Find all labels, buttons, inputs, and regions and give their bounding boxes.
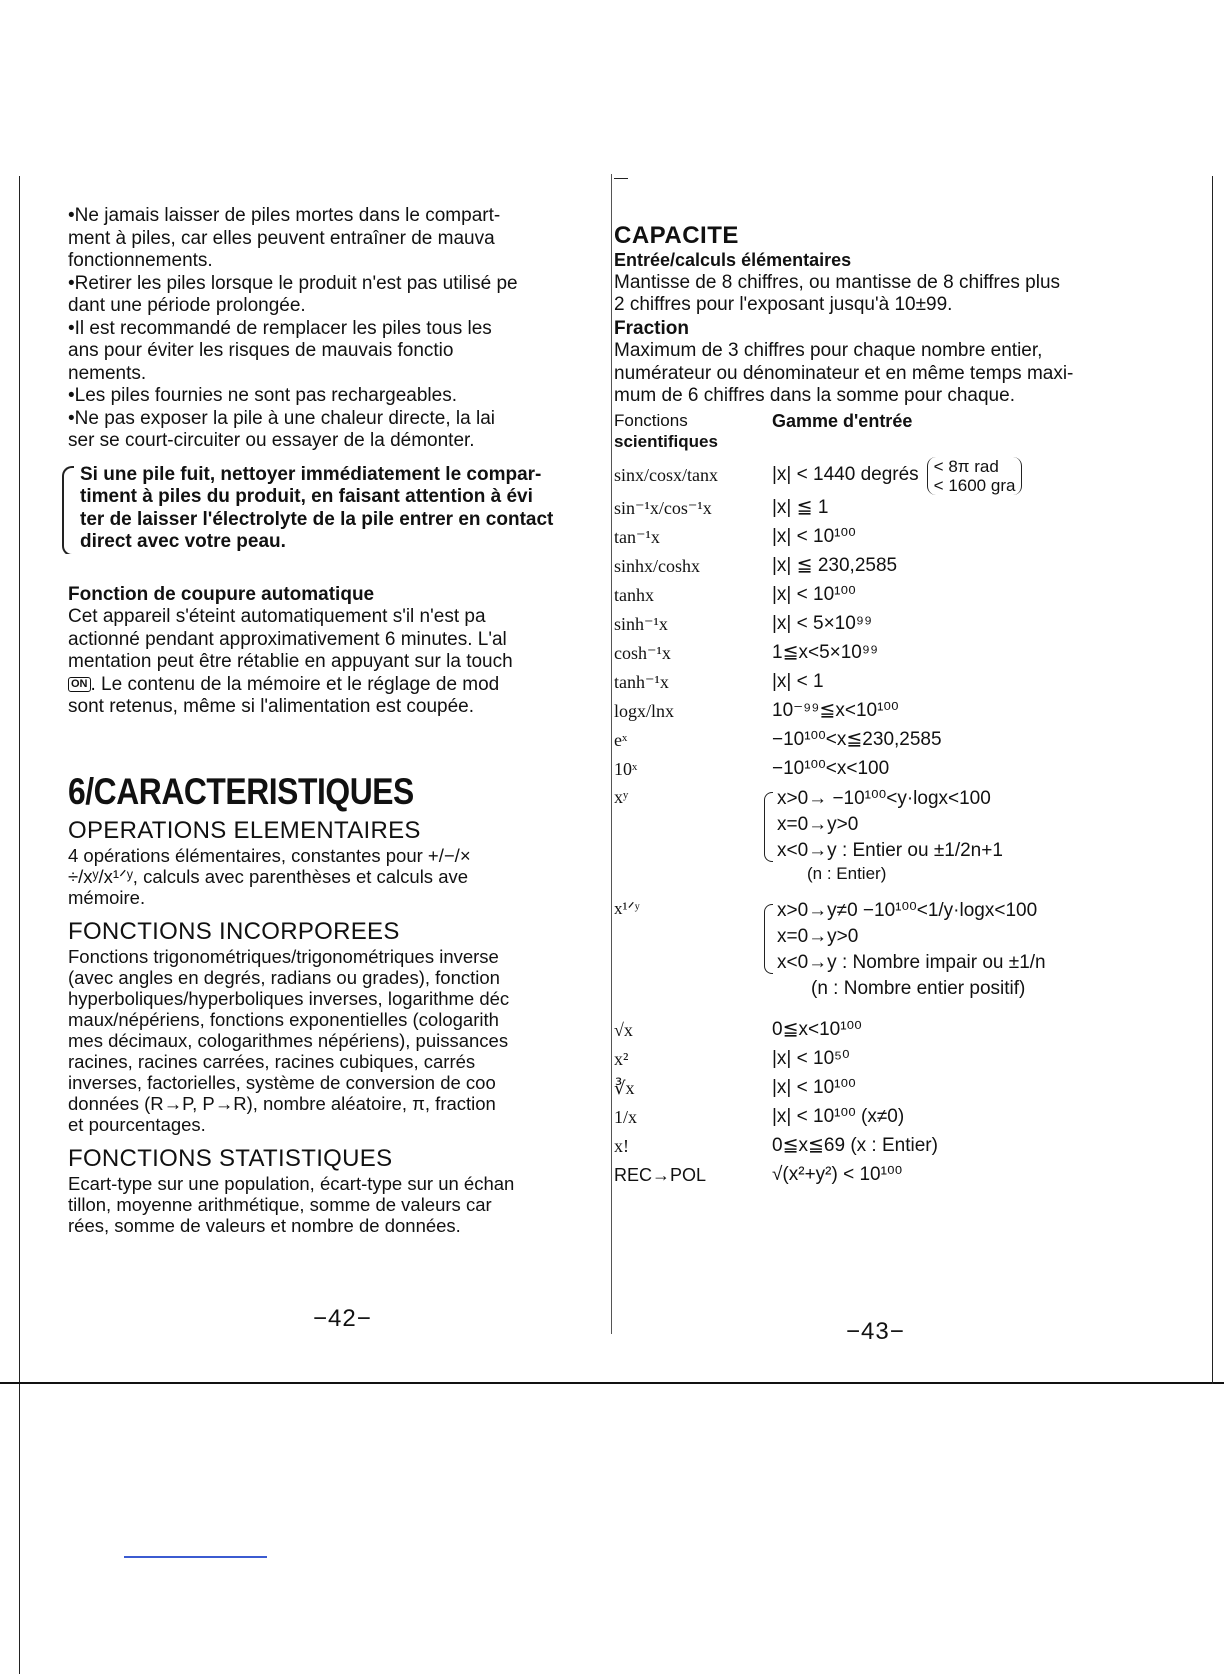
blue-underline-mark	[124, 1556, 267, 1558]
auto-off-line-4	[68, 674, 616, 697]
on-key-icon: ON	[68, 677, 91, 692]
section-operations	[68, 817, 616, 908]
section-statistics-line-3: rées, somme de valeurs et nombre de données.	[68, 1215, 461, 1236]
right-margin-line	[1212, 176, 1213, 1384]
table-row	[614, 726, 1174, 755]
row-fn: sinhx/coshx	[614, 555, 701, 576]
row-range: 10⁻⁹⁹≦x<10¹⁰⁰	[772, 699, 899, 721]
row-fn: eˣ	[614, 729, 628, 750]
row-fn: logx/lnx	[614, 700, 675, 721]
row-fn: sinh⁻¹x	[614, 613, 668, 634]
section-statistics-line-1: Ecart-type sur une population, écart-type sur un échan	[68, 1173, 515, 1194]
table-header-fn-line-1: Fonctions	[614, 410, 688, 430]
table-row	[614, 1016, 1174, 1045]
table-row	[614, 581, 1174, 610]
bullet-3-line-1: •Il est recommandé de remplacer les piles tous les	[68, 317, 492, 339]
page-number-42: −42−	[313, 1305, 372, 1332]
bullet-5	[68, 408, 616, 453]
bullet-3-line-3: nements.	[68, 362, 147, 384]
power-fn: xʸ	[614, 786, 629, 807]
row-fn: tanhx	[614, 584, 654, 605]
row-range: |x| < 10¹⁰⁰	[772, 583, 856, 605]
row-fn: x²	[614, 1048, 629, 1069]
row-range: −10¹⁰⁰<x<100	[772, 757, 890, 779]
page-number-43: −43−	[846, 1318, 905, 1345]
row-range: −10¹⁰⁰<x≦230,2585	[772, 728, 942, 750]
table-header-range: Gamme d'entrée	[772, 410, 913, 431]
table-row	[614, 1045, 1174, 1074]
row-range: |x| < 10¹⁰⁰ (x≠0)	[772, 1105, 905, 1127]
row-range: |x| < 10⁵⁰	[772, 1047, 850, 1069]
bullet-2-line-2: dant une période prolongée.	[68, 295, 306, 316]
warning-brace	[62, 466, 74, 554]
entree-line-2: 2 chiffres pour l'exposant jusqu'à 10±99.	[614, 294, 953, 315]
table-row	[614, 668, 1174, 697]
row-fn: tan⁻¹x	[614, 526, 660, 547]
capacity-title: CAPACITE	[614, 222, 739, 249]
fraction-line-2: numérateur ou dénominateur et en même temps maxi-	[614, 362, 1074, 384]
warning-line-2: timent à piles du produit, en faisant attention à évi	[80, 486, 533, 507]
warning-line-1: Si une pile fuit, nettoyer immédiatement le compar-	[80, 463, 542, 485]
root-cond-1: x>0→y≠0 −10¹⁰⁰<1/y·logx<100	[777, 899, 1038, 921]
table-row	[614, 610, 1174, 639]
table-header-fn-line-2: scientifiques	[614, 431, 718, 451]
row-fn: sinx/cosx/tanx	[614, 465, 718, 486]
power-conditions	[773, 786, 1003, 892]
auto-off-line-2: actionné pendant approximativement 6 minutes. L'al	[68, 628, 507, 650]
table-header-fn	[614, 410, 772, 452]
bullet-2-line-1: •Retirer les piles lorsque le produit n'est pas utilisé pe	[68, 272, 518, 294]
table-row	[614, 1161, 1174, 1190]
power-cond-1: x>0→ −10¹⁰⁰<y·logx<100	[777, 787, 991, 809]
bullet-1-line-2: ment à piles, car elles peuvent entraîner de mauva	[68, 227, 495, 249]
root-conditions	[773, 898, 1046, 1016]
row-fn: 10ˣ	[614, 758, 638, 779]
table-header	[614, 410, 1174, 452]
chapter-title: 6/CARACTERISTIQUES	[68, 770, 414, 812]
section-statistics-title: FONCTIONS STATISTIQUES	[68, 1145, 393, 1172]
entree-title: Entrée/calculs élémentaires	[614, 250, 852, 270]
section-statistics	[68, 1145, 616, 1236]
row-range: |x| ≦ 230,2585	[772, 554, 898, 576]
row-fn: 1/x	[614, 1106, 638, 1127]
trig-extra-brace	[927, 457, 1023, 495]
page-bottom-rule	[0, 1382, 1224, 1384]
section-builtin-line-8: données (R→P, P→R), nombre aléatoire, π, fraction	[68, 1093, 496, 1114]
bullet-3	[68, 318, 616, 386]
auto-off-line-4-text: . Le contenu de la mémoire et le réglage de mod	[90, 673, 500, 695]
section-operations-title: OPERATIONS ELEMENTAIRES	[68, 817, 421, 844]
row-range: √(x²+y²) < 10¹⁰⁰	[772, 1163, 903, 1185]
row-range: |x| < 1440 degrés	[772, 464, 919, 486]
power-cond-3: x<0→y : Entier ou ±1/2n+1	[777, 839, 1003, 861]
auto-off-title: Fonction de coupure automatique	[68, 583, 375, 605]
auto-off-line-3: mentation peut être rétablie en appuyant sur la touch	[68, 651, 513, 672]
bullet-5-line-1: •Ne pas exposer la pile à une chaleur directe, la lai	[68, 407, 496, 429]
table-row	[614, 1074, 1174, 1103]
section-operations-line-3: mémoire.	[68, 887, 146, 908]
row-range: 1≦x<5×10⁹⁹	[772, 641, 879, 663]
section-builtin-line-3: hyperboliques/hyperboliques inverses, logarithme déc	[68, 988, 510, 1009]
table-row	[614, 1132, 1174, 1161]
row-range: |x| < 10¹⁰⁰	[772, 1076, 856, 1098]
bullet-3-line-2: ans pour éviter les risques de mauvais fonctio	[68, 340, 454, 361]
power-brace	[764, 792, 773, 862]
warning-line-3: ter de laisser l'électrolyte de la pile entrer en contact	[80, 508, 554, 530]
warning-line-4: direct avec votre peau.	[80, 531, 286, 552]
auto-off-line-5: sont retenus, même si l'alimentation est coupée.	[68, 696, 475, 717]
row-range: 0≦x<10¹⁰⁰	[772, 1018, 862, 1040]
bullet-1-line-1: •Ne jamais laisser de piles mortes dans le compart-	[68, 205, 501, 226]
function-table	[614, 458, 1174, 1190]
power-block	[614, 786, 1174, 892]
right-page-43	[614, 223, 1174, 1190]
power-cond-4: (n : Entier)	[807, 863, 887, 883]
row-range: |x| < 1	[772, 670, 824, 692]
entree-line-1: Mantisse de 8 chiffres, ou mantisse de 8 chiffres plus	[614, 271, 1061, 293]
section-statistics-line-2: tillon, moyenne arithmétique, somme de valeurs car	[68, 1194, 492, 1215]
root-fn: x¹ᐟʸ	[614, 898, 640, 918]
table-row	[614, 552, 1174, 581]
row-fn: REC→POL	[614, 1164, 707, 1185]
table-row	[614, 523, 1174, 552]
row-range: |x| ≦ 1	[772, 496, 829, 518]
trig-extra-rad: < 8π rad	[933, 456, 999, 476]
bullet-4-line-1: •Les piles fournies ne sont pas rechargeables.	[68, 385, 457, 406]
section-builtin-line-5: mes décimaux, cologarithmes népériens), puissances	[68, 1030, 509, 1051]
power-cond-2: x=0→y>0	[777, 813, 859, 835]
fraction-line-1: Maximum de 3 chiffres pour chaque nombre entier,	[614, 340, 1043, 361]
auto-off-body	[68, 606, 616, 719]
section-builtin-line-1: Fonctions trigonométriques/trigonométriques inverse	[68, 946, 499, 967]
battery-bullets	[68, 205, 616, 453]
section-builtin	[68, 918, 616, 1135]
row-fn: x!	[614, 1135, 629, 1156]
row-range: |x| < 5×10⁹⁹	[772, 612, 873, 634]
table-row	[614, 458, 1174, 494]
section-builtin-title: FONCTIONS INCORPOREES	[68, 918, 400, 945]
table-row	[614, 1103, 1174, 1132]
section-operations-line-1: 4 opérations élémentaires, constantes pour +/−/×	[68, 845, 471, 866]
bullet-1-line-3: fonctionnements.	[68, 250, 213, 271]
table-row	[614, 639, 1174, 668]
bullet-2	[68, 273, 616, 318]
root-cond-4: (n : Nombre entier positif)	[811, 977, 1026, 999]
row-range: |x| < 10¹⁰⁰	[772, 525, 856, 547]
bullet-1	[68, 205, 616, 273]
fraction-line-3: mum de 6 chiffres dans la somme pour chaque.	[614, 385, 1015, 406]
section-builtin-line-9: et pourcentages.	[68, 1114, 206, 1135]
row-fn: tanh⁻¹x	[614, 671, 669, 692]
table-row	[614, 697, 1174, 726]
root-cond-3: x<0→y : Nombre impair ou ±1/n	[777, 951, 1046, 973]
section-builtin-line-2: (avec angles en degrés, radians ou grades), fonction	[68, 967, 500, 988]
root-cond-2: x=0→y>0	[777, 925, 859, 947]
section-builtin-line-7: inverses, factorielles, système de conversion de coo	[68, 1072, 496, 1093]
row-fn: cosh⁻¹x	[614, 642, 671, 663]
fraction-title: Fraction	[614, 317, 689, 339]
bullet-5-line-2: ser se court-circuiter ou essayer de la démonter.	[68, 430, 475, 451]
table-row	[614, 494, 1174, 523]
row-fn: sin⁻¹x/cos⁻¹x	[614, 497, 712, 518]
left-margin-line	[19, 176, 20, 1674]
root-block	[614, 898, 1174, 1016]
auto-off-line-1: Cet appareil s'éteint automatiquement s'il n'est pa	[68, 606, 486, 627]
row-fn: √x	[614, 1019, 633, 1040]
corner-mark	[614, 178, 628, 179]
battery-leak-warning	[62, 464, 616, 554]
bullet-4	[68, 385, 616, 408]
left-page-42	[68, 205, 616, 1236]
section-operations-line-2: ÷/xʸ/x¹ᐟʸ, calculs avec parenthèses et calculs ave	[68, 866, 469, 887]
section-builtin-line-6: racines, racines carrées, racines cubiques, carrés	[68, 1051, 476, 1072]
section-builtin-line-4: maux/népériens, fonctions exponentielles (cologarith	[68, 1009, 499, 1030]
row-range: 0≦x≦69 (x : Entier)	[772, 1134, 938, 1156]
table-row	[614, 755, 1174, 784]
trig-extra-gra: < 1600 gra	[933, 475, 1016, 495]
root-brace	[764, 904, 773, 974]
row-fn: ∛x	[614, 1077, 635, 1098]
